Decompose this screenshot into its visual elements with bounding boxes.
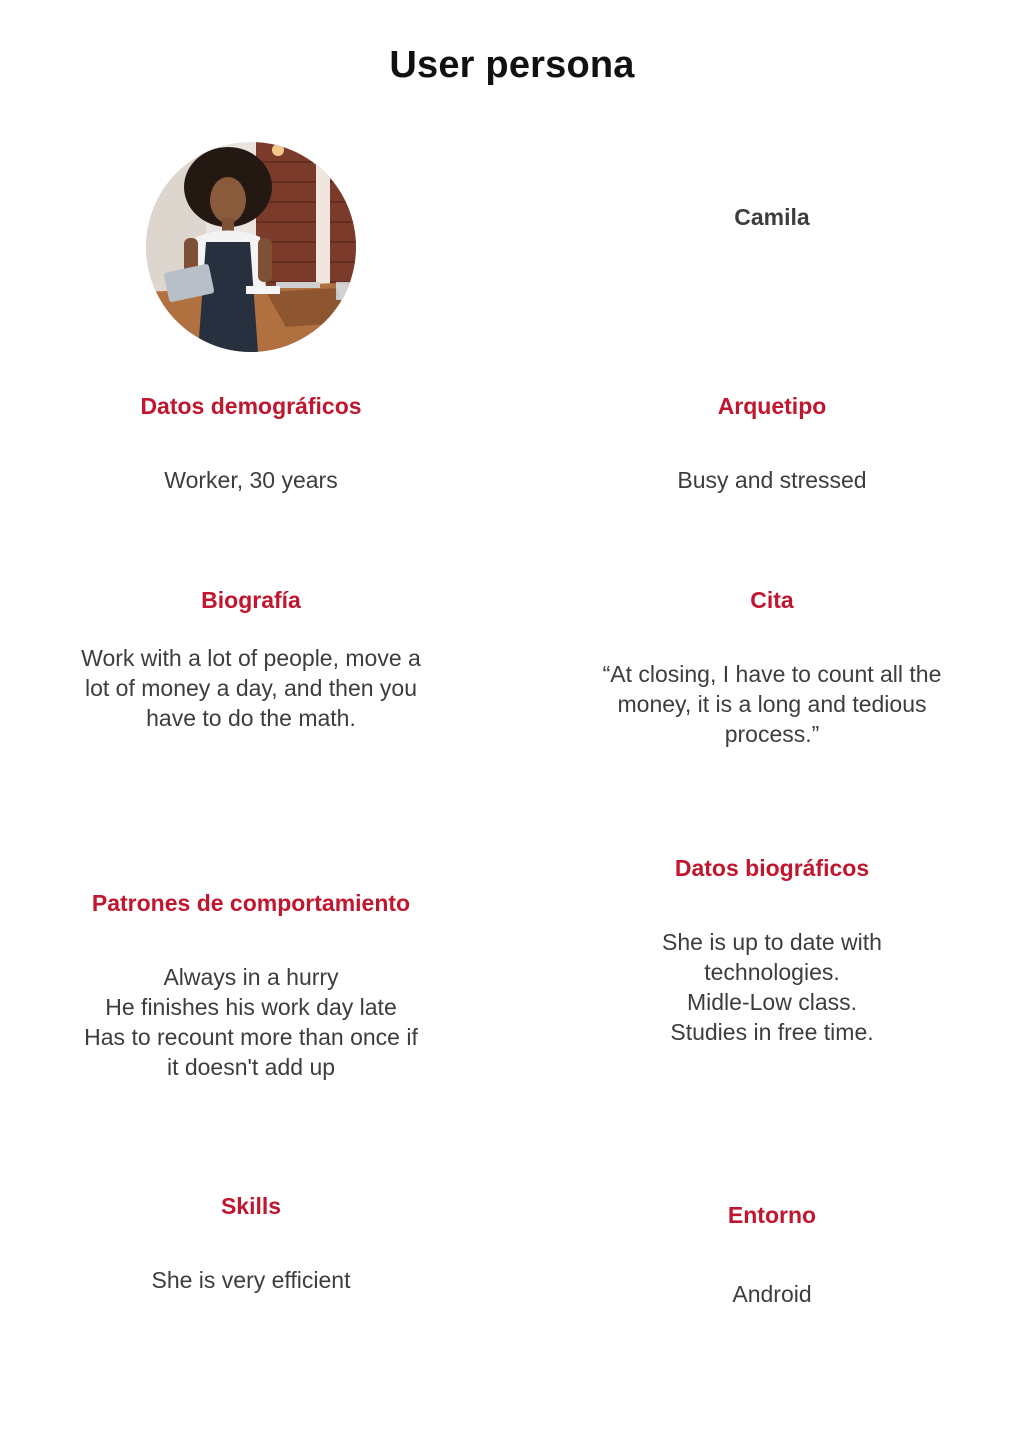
biography-section <box>60 586 442 733</box>
quote-section <box>572 586 972 749</box>
behavior-line: Has to recount more than once if <box>84 1024 418 1050</box>
quote-line: money, it is a long and tedious <box>617 691 927 717</box>
demographics-heading: Datos demográficos <box>140 393 362 419</box>
bio-data-line: technologies. <box>704 959 840 985</box>
environment-section <box>572 1201 972 1309</box>
page-title: User persona <box>389 44 635 86</box>
biography-line: have to do the math. <box>146 705 356 731</box>
persona-name: Camila <box>734 204 810 230</box>
quote-text <box>572 659 972 749</box>
quote-heading: Cita <box>750 587 794 613</box>
skills-section <box>60 1192 442 1295</box>
archetype-heading: Arquetipo <box>717 393 827 419</box>
avatar <box>146 142 356 352</box>
quote-line: process.” <box>724 721 820 747</box>
archetype-section <box>572 392 972 495</box>
quote-line: “At closing, I have to count all the <box>602 661 942 687</box>
bio-data-line: She is up to date with <box>662 929 882 955</box>
bio-data-section <box>572 854 972 1047</box>
archetype-text: Busy and stressed <box>677 467 867 493</box>
behavior-text <box>60 962 442 1082</box>
biography-line: lot of money a day, and then you <box>84 675 418 701</box>
bio-data-line: Midle-Low class. <box>687 989 857 1015</box>
bio-data-heading: Datos biográficos <box>674 855 870 881</box>
behavior-section <box>60 889 442 1082</box>
behavior-heading: Patrones de comportamiento <box>91 890 411 916</box>
bio-data-text <box>572 927 972 1047</box>
behavior-line: Always in a hurry <box>163 964 339 990</box>
environment-text: Android <box>732 1281 812 1307</box>
environment-heading: Entorno <box>727 1202 817 1228</box>
demographics-text: Worker, 30 years <box>164 467 338 493</box>
demographics-section <box>60 392 442 495</box>
skills-heading: Skills <box>220 1193 282 1219</box>
woman-with-tablet-photo-icon <box>146 142 356 352</box>
behavior-line: He finishes his work day late <box>105 994 397 1020</box>
biography-line: Work with a lot of people, move a <box>81 645 421 671</box>
bio-data-line: Studies in free time. <box>670 1019 874 1045</box>
skills-text: She is very efficient <box>151 1267 351 1293</box>
biography-heading: Biografía <box>201 587 301 613</box>
behavior-line: it doesn't add up <box>166 1054 336 1080</box>
biography-text <box>60 643 442 733</box>
